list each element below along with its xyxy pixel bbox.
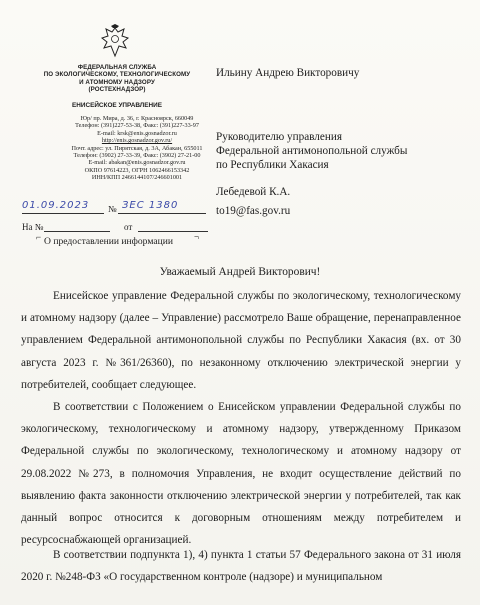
postal-line: Почт. адрес: ул. Пирятская, д. 3А, Абакан, 655011 (71, 144, 203, 152)
ref-date-label: от (124, 222, 133, 232)
org-line: (РОСТЕХНАДЗОР) (88, 86, 146, 94)
date-line (22, 213, 104, 214)
addressee-name-2: Лебедевой К.А. (216, 186, 291, 198)
email-line: E-mail: abakan@enis.gosnadzor.gov.ru (88, 159, 186, 167)
org-line: ПО ЭКОЛОГИЧЕСКОМУ, ТЕХНОЛОГИЧЕСКОМУ (43, 71, 191, 79)
paragraph-3: В соответствии подпункта 1), 4) пункта 1 статьи 57 Федерального закона от 31 июля 2020 г. №248-ФЗ «О государственном контроле (надзоре) и муниципальном (21, 549, 461, 584)
paragraph-2: В соответствии с Положением о Енисейском управлении Федеральной службы по экологическому, технологическому и атомному надзору, утвержденному Приказом Федеральной службы по экологическому, технологическому и атомному надзору от 29.08.2022 №273, в полномочия Управления, не входит осуществление действий по выявлению факта законности отключению электрической энергии у потребителей, так как данный вопрос относится к договорным отношениям между потребителем и ресурсоснабжающей организацией. (21, 401, 461, 547)
phone-line: Телефон: (3902) 27-33-39, Факс: (3902) 27-21-00 (73, 152, 201, 160)
greeting: Уважаемый Андрей Викторович! (159, 266, 321, 278)
ref-number-line (44, 231, 110, 232)
inn-line: ИНН/КПП 2466144107/246601001 (91, 174, 183, 182)
org-line: ФЕДЕРАЛЬНАЯ СЛУЖБА (77, 64, 157, 71)
org-line: И АТОМНОМУ НАДЗОРУ (79, 78, 155, 86)
org-name (22, 64, 212, 94)
addressee-email: to19@fas.gov.ru (216, 205, 291, 217)
handwritten-number: ЗЕС 1380 (122, 200, 179, 211)
email-line: E-mail: krsk@enis.gosnadzor.ru (97, 129, 177, 137)
addressee-title-2: Федеральной антимонопольной службы (216, 145, 408, 157)
number-line (118, 213, 206, 214)
bracket-left: ⌐ (36, 232, 42, 242)
subject-line: О предоставлении информации (44, 236, 173, 247)
ref-number-label: На № (22, 222, 44, 232)
bracket-right: ¬ (194, 232, 200, 242)
handwritten-date: 01.09.2023 (22, 200, 90, 211)
department-name: ЕНИСЕЙСКОЕ УПРАВЛЕНИЕ (71, 102, 163, 109)
address-line: Юр/ пр. Мира, д. 36, г. Красноярск, 660049 (80, 115, 194, 122)
addressee-title-1: Руководителю управления (216, 131, 342, 143)
paragraph-1: Енисейское управление Федеральной службы по экологическому, технологическому и атомному надзору (далее – Управление) рассмотрело Ваше обращение, перенаправленное управлением Федеральной антимонопольной службы по Республики Хакасия (вх. от 30 августа 2023 г. №361/26360), по незаконному отключению электрической энергии у потребителей, сообщает следующее. (21, 290, 461, 391)
contact-block (52, 115, 222, 182)
website-link[interactable]: http://enis.gosnadzor.gov.ru/ (101, 137, 173, 145)
addressee-name-1: Ильину Андрею Викторовичу (216, 67, 360, 79)
number-sign: № (108, 204, 117, 214)
addressee-title-3: по Республики Хакасия (216, 159, 329, 171)
coat-of-arms-icon (100, 24, 130, 60)
okpo-line: ОКПО 97614223, ОГРН 1062466153342 (84, 166, 190, 174)
phone-line: Телефон: (391)227-53-38, Факс: (391)227-33-97 (75, 122, 199, 130)
